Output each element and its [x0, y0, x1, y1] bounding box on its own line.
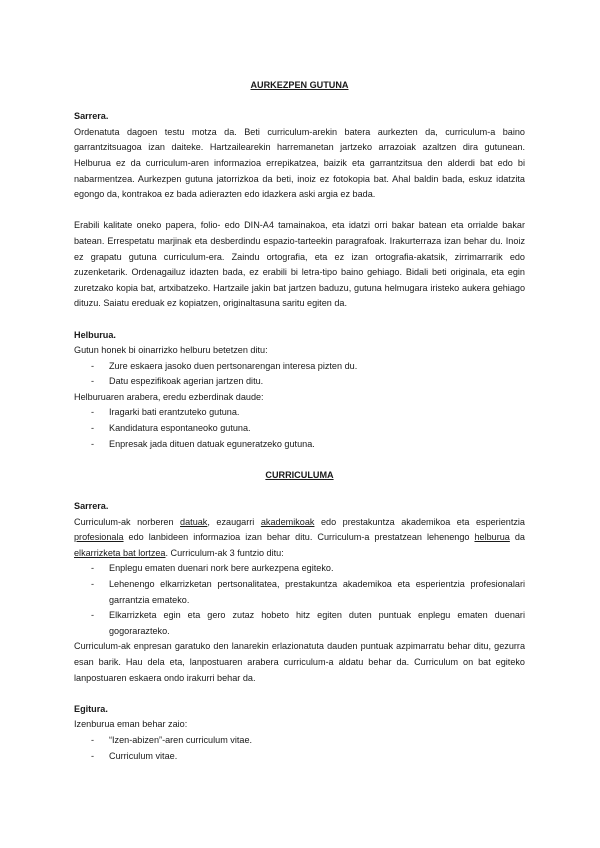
list-item: - Zure eskaera jasoko duen pertsonarengan interesa pizten du. [74, 359, 525, 375]
underlined-term: profesionala [74, 532, 124, 543]
paragraph-intro-1: Ordenatuta dagoen testu motza da. Beti curriculum-arekin batera aurkezten da, curriculum-a baino garrantzitsuagoa izan daiteke. Hartzailearekin harremanetan jartzeko arrazoiak azaltzen dira gutunean. Helburua ez da curriculum-aren informazioa errepikatzea, baizik eta garrantzitsua den alderdi bat edo bi nabarmentzea. Aurkezpen gutuna jatorrizkoa da beti, inoiz ez fotokopia bat. Ahal baldin bada, eskuz idatzita egongo da, kontrakoa ez bada adierazten edo idazkera aski argia ez bada. [74, 126, 525, 200]
list-item: - Enpresak jada dituen datuak eguneratzeko gutuna. [74, 437, 525, 453]
paragraph-cv-emphasis: Curriculum-ak enpresan garatuko den lanarekin erlazionatuta dauden puntuak azpimarratu behar ditu, gezurra esan barik. Hau dela eta, lanpostuaren arabera curriculum-a aldatu behar da. Curriculum on bat egiteko lanpostuaren eskaera ondo irakurri behar da. [74, 641, 525, 683]
heading-cv-introduction: Sarrera. [74, 501, 109, 512]
list-item: - “Izen-abizen”-aren curriculum vitae. [74, 733, 525, 749]
underlined-term: akademikoak [260, 516, 315, 527]
list-item: - Curriculum vitae. [74, 749, 525, 765]
heading-structure: Egitura. [74, 703, 108, 714]
list-item: - Datu espezifikoak agerian jartzen ditu. [74, 374, 525, 390]
underlined-term: elkarrizketa bat lortzea [74, 547, 166, 558]
paragraph-intro-2: Erabili kalitate oneko papera, folio- edo DIN-A4 tamainakoa, eta idatzi orri bakar batean eta orrialde bakar batean. Errespetatu marjinak eta desberdindu espazio-tarteekin paragrafoak. Irakurterraza izan behar du. Inoiz ez grapatu gutuna curriculum-era. Zaindu ortografia, eta ez izan ortografia-akatsik, zirrimarrarik edo zuzenketarik. Ordenagailuz idazten bada, ez erabili bi letra-tipo baino gehiago. Bidali beti originala, eta egin zuretzako kopia bat, artxibatzeko. Hartzaile jakin bat jartzen baduzu, gutuna helmugara iristeko aukera gehiago dituzu. Saiatu ereduak ez kopiatzen, originaltasuna saritu egiten da. [74, 220, 525, 309]
paragraph-purpose-intro: Gutun honek bi oinarrizko helburu betetzen ditu: [74, 345, 268, 356]
models-list [74, 405, 525, 452]
list-item: - Lehenengo elkarrizketan pertsonalitatea, prestakuntza akademikoa eta esperientzia profesionalari garrantzia emateko. [74, 577, 525, 608]
underlined-term: datuak [180, 516, 208, 527]
document-body [74, 78, 525, 764]
purpose-list [74, 359, 525, 390]
list-item: - Iragarki bati erantzuteko gutuna. [74, 405, 525, 421]
paragraph-structure-intro: Izenburua eman behar zaio: [74, 719, 188, 730]
section-title-curriculum: CURRICULUMA [265, 469, 334, 480]
list-item: - Enplegu ematen duenari nork bere aurkezpena egiteko. [74, 561, 525, 577]
heading-introduction: Sarrera. [74, 111, 109, 122]
section-title-cover-letter: AURKEZPEN GUTUNA [250, 80, 349, 90]
title-options-list [74, 733, 525, 764]
functions-list [74, 561, 525, 639]
list-item: - Kandidatura espontaneoko gutuna. [74, 421, 525, 437]
heading-purpose: Helburua. [74, 329, 116, 340]
paragraph-models-intro: Helburuaren arabera, eredu ezberdinak daude: [74, 391, 264, 402]
paragraph-cv-intro: Curriculum-ak norberen datuak, ezaugarri akademikoak edo prestakuntza akademikoa eta esperientzia profesionala edo lanbideen informazioa izan behar ditu. Curriculum-a prestatzean lehenengo helburua da elkarrizketa bat lortzea. Curriculum-ak 3 funtzio ditu: [74, 516, 525, 558]
list-item: - Elkarrizketa egin eta gero zutaz hobeto hitz egiten duten puntuak enplegu ematen duenari gogorarazteko. [74, 608, 525, 639]
underlined-term: helburua [474, 532, 510, 543]
